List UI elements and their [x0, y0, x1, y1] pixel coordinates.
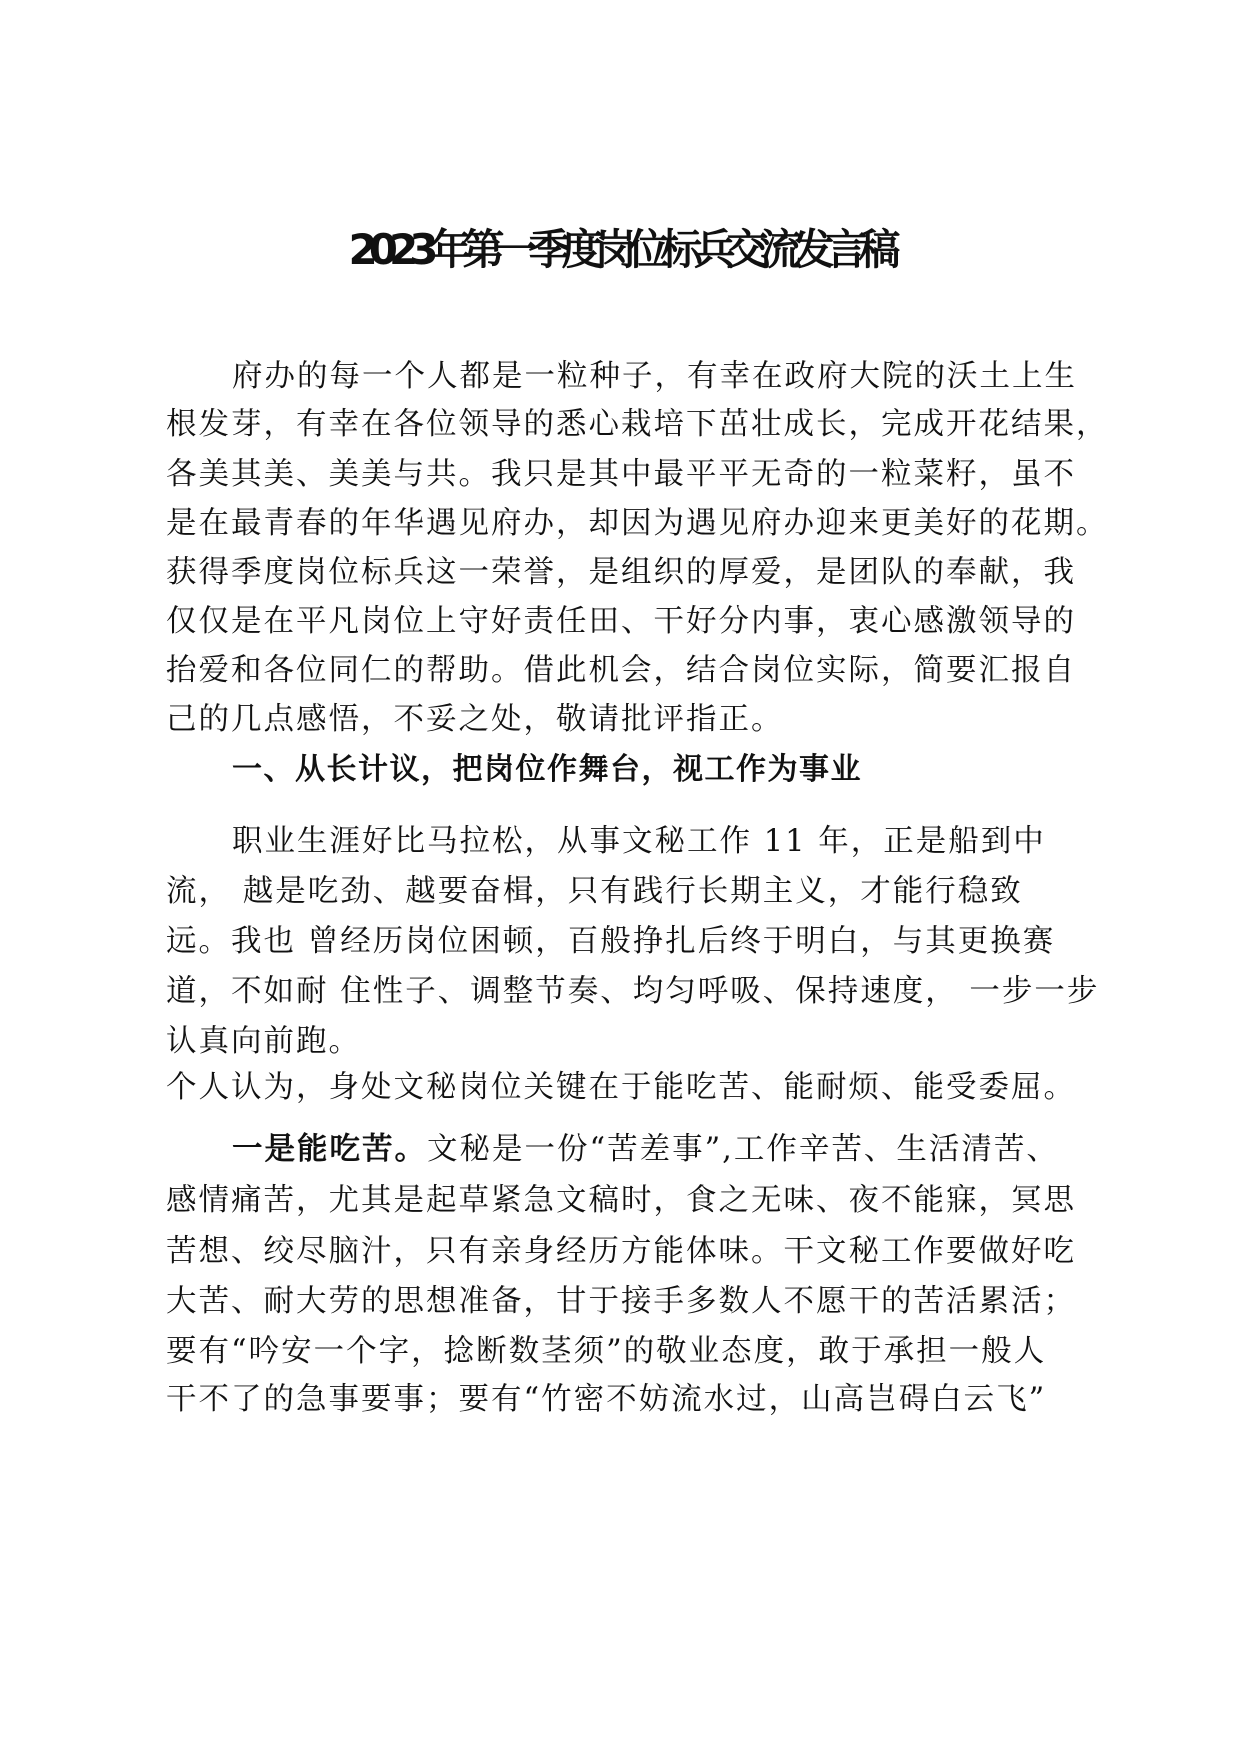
paragraph-1-line-2: 根发芽，有幸在各位领导的悉心栽培下茁壮成长，完成开花结果， [166, 407, 1109, 442]
paragraph-1-line-6: 仅仅是在平凡岗位上守好责任田、干好分内事，衷心感激领导的 [166, 604, 1076, 639]
paragraph-2-line-3: 远。我也 曾经历岗位困顿，百般挣扎后终于明白，与其更换赛 [166, 924, 1056, 959]
paragraph-1-line-5: 获得季度岗位标兵这一荣誉，是组织的厚爱，是团队的奉献，我 [166, 555, 1076, 590]
paragraph-2-line-6: 个人认为，身处文秘岗位关键在于能吃苦、能耐烦、能受委屈。 [166, 1070, 1076, 1105]
paragraph-2-line-2: 流， 越是吃劲、越要奋楫，只有践行长期主义，才能行稳致 [166, 874, 1023, 909]
paragraph-3-line-5: 要有“吟安一个字，捻断数茎须”的敬业态度，敢于承担一般人 [166, 1334, 1047, 1369]
paragraph-1-line-4: 是在最青春的年华遇见府办，却因为遇见府办迎来更美好的花期。 [166, 506, 1109, 541]
paragraph-3-line-4: 大苦、耐大劳的思想准备，甘于接手多数人不愿干的苦活累活； [166, 1284, 1076, 1319]
paragraph-2-line-1: 职业生涯好比马拉松，从事文秘工作 11 年，正是船到中 [232, 824, 1046, 859]
paragraph-3-line-3: 苦想、绞尽脑汁，只有亲身经历方能体味。干文秘工作要做好吃 [166, 1234, 1076, 1269]
section-heading-1: 一、从长计议，把岗位作舞台，视工作为事业 [232, 752, 862, 787]
paragraph-3-line-1-text: 文秘是一份“苦差事”,工作辛苦、生活清苦、 [427, 1132, 1059, 1167]
paragraph-1-line-8: 己的几点感悟，不妥之处，敬请批评指正。 [166, 702, 784, 737]
paragraph-2-line-4: 道，不如耐 住性子、调整节奏、均匀呼吸、保持速度， 一步一步 [166, 974, 1100, 1009]
paragraph-3-line-6: 干不了的急事要事；要有“竹密不妨流水过，山高岂碍白云飞” [166, 1382, 1047, 1417]
paragraph-3-line-1 [232, 1130, 1059, 1170]
paragraph-1-line-3: 各美其美、美美与共。我只是其中最平平无奇的一粒菜籽，虽不 [166, 457, 1076, 492]
paragraph-3-line-2: 感情痛苦，尤其是起草紧急文稿时，食之无味、夜不能寐，冥思 [166, 1183, 1076, 1218]
paragraph-3-lead: 一是能吃苦。 [232, 1132, 427, 1167]
paragraph-2-line-5: 认真向前跑。 [166, 1024, 361, 1059]
paragraph-1-line-7: 抬爱和各位同仁的帮助。借此机会，结合岗位实际，简要汇报自 [166, 653, 1076, 688]
document-title: 2023年第一季度岗位标兵交流发言稿 [348, 225, 892, 274]
paragraph-1-line-1: 府办的每一个人都是一粒种子，有幸在政府大院的沃土上生 [232, 359, 1077, 394]
